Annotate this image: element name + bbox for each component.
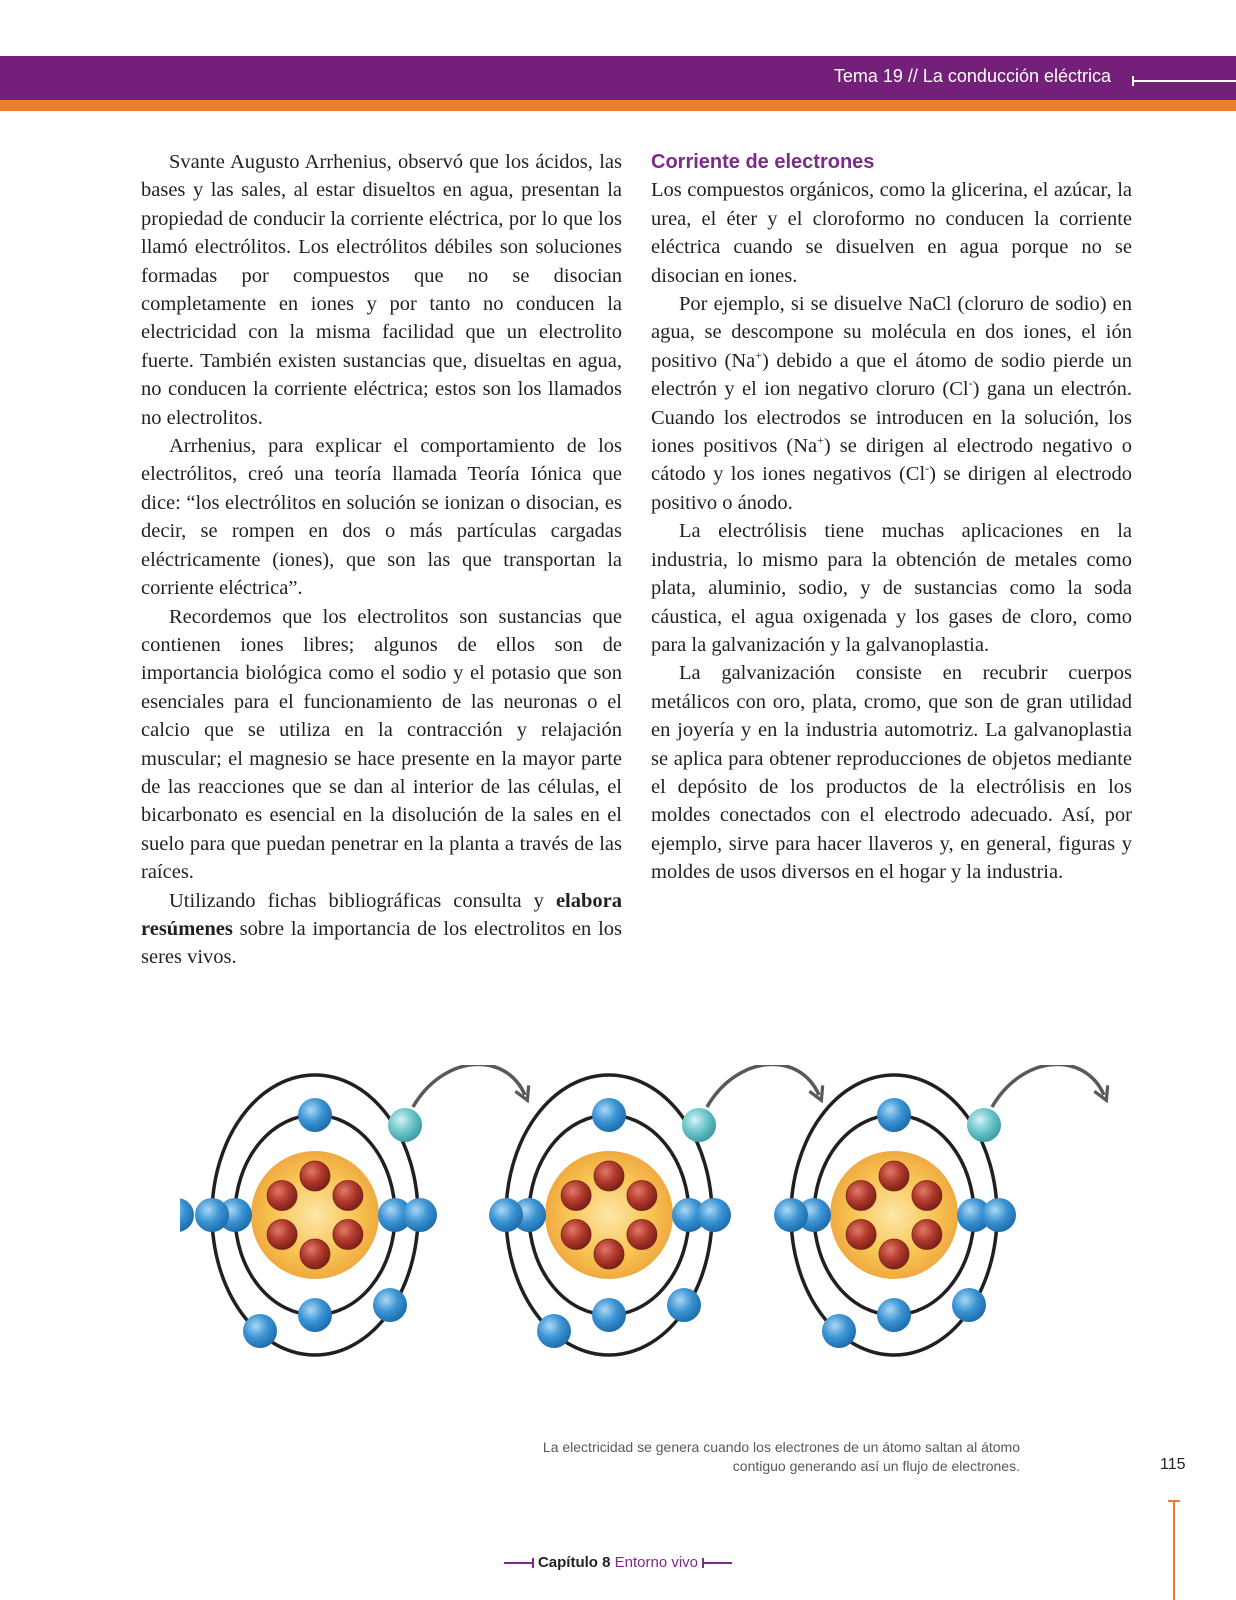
jumping-electron xyxy=(682,1108,716,1142)
proton xyxy=(267,1181,297,1211)
jumping-electron xyxy=(388,1108,422,1142)
electron xyxy=(243,1314,277,1348)
electron xyxy=(877,1298,911,1332)
electron xyxy=(195,1198,229,1232)
atom xyxy=(489,1075,731,1355)
activity-text-end: sobre la importancia de los electrolitos en los seres vivos. xyxy=(141,917,622,969)
proton xyxy=(627,1220,657,1250)
nacl-text-2: ) debido a que el átomo de sodio pierde un electrón y el ion negativo cloruro (Cl xyxy=(651,349,1132,401)
electron xyxy=(373,1288,407,1322)
proton xyxy=(267,1220,297,1250)
footer-bar-left xyxy=(504,1562,534,1564)
nacl-text-1: Por ejemplo, si se disuelve NaCl (cloruro de sodio) en agua, se descompone su molécula en dos iones, el ión positivo (Na xyxy=(651,293,1132,372)
footer-chapter-title: Entorno vivo xyxy=(614,1554,699,1571)
paragraph-arrhenius: Svante Augusto Arrhenius, observó que los ácidos, las bases y las sales, al estar disueltos en agua, presentan la propiedad de conducir la corriente eléctrica, por lo que los llamó electrólitos. Los electrólitos débiles son soluciones formadas por compuestos que no se disocian completamente en iones y por tanto no conducen la electricidad con la misma facilidad que un electrolito fuerte. También existen sustancias que, disueltas en agua, no conducen la corriente eléctrica; estos son los llamados no electrolitos. xyxy=(141,151,622,429)
paragraph-organic-compounds: Los compuestos orgánicos, como la glicerina, el azúcar, la urea, el éter y el cloroformo no conducen la corriente eléctrica cuando se disuelven en agua porque no se disocian en iones. xyxy=(651,179,1132,287)
electron xyxy=(877,1098,911,1132)
proton xyxy=(879,1161,909,1191)
activity-text-start: Utilizando fichas bibliográficas consulta y xyxy=(169,889,556,912)
proton xyxy=(561,1181,591,1211)
footer-chapter: Capítulo 8 xyxy=(537,1554,611,1571)
charge-superscript: - xyxy=(968,376,973,391)
side-line xyxy=(1173,1502,1175,1600)
electron xyxy=(180,1198,194,1232)
proton xyxy=(300,1161,330,1191)
electron xyxy=(952,1288,986,1322)
activity-emphasis: elabora resúmenes xyxy=(141,889,622,940)
electron-flow-diagram xyxy=(180,1065,1150,1405)
electron xyxy=(298,1298,332,1332)
caption-line-1: La electricidad se genera cuando los electrones de un átomo saltan al átomo xyxy=(542,1439,1020,1455)
nacl-text-3: ) gana un electrón. Cuando los electrodos se introducen en la solución, los iones positivos (Na xyxy=(651,378,1132,458)
proton xyxy=(594,1161,624,1191)
footer xyxy=(0,1554,1236,1571)
electron-jump-arrow xyxy=(413,1065,525,1107)
proton xyxy=(912,1181,942,1211)
caption-line-2: contiguo generando así un flujo de electrones. xyxy=(732,1458,1020,1474)
charge-superscript: + xyxy=(755,348,763,363)
page-number: 115 xyxy=(1160,1456,1186,1473)
paragraph-activity xyxy=(141,887,622,972)
charge-superscript: + xyxy=(817,433,824,448)
left-column xyxy=(141,148,622,972)
proton xyxy=(879,1239,909,1269)
right-column xyxy=(651,148,1132,887)
section-heading: Corriente de electrones xyxy=(651,151,875,173)
proton xyxy=(561,1220,591,1250)
figure-caption xyxy=(470,1438,1020,1476)
paragraph-ionic-theory: Arrhenius, para explicar el comportamiento de los electrólitos, creó una teoría llamada Teoría Iónica que dice: “los electrólitos en solución se ionizan o disocian, es decir, se rompen en dos o más partículas cargadas eléctricamente (iones), que son las que transportan la corriente eléctrica”. xyxy=(141,435,622,600)
page-header-title: Tema 19 // La conducción eléctrica xyxy=(833,66,1111,86)
paragraph-electrolytes-biology: Recordemos que los electrolitos son sustancias que contienen iones libres; algunos de ellos son de importancia biológica como el sodio y el potasio que son esenciales para el funcionamiento de las neuronas o el calcio que se utiliza en la contracción y relajación muscular; el magnesio se hace presente en la mayor parte de las reacciones que se dan al interior de las células, el bicarbonato es esencial en la disolución de la sales en el suelo para que puedan penetrar en la planta a través de las raíces. xyxy=(141,605,622,884)
footer-bar-right xyxy=(702,1562,732,1564)
electron xyxy=(774,1198,808,1232)
atom xyxy=(180,1075,437,1355)
electron xyxy=(592,1298,626,1332)
proton xyxy=(300,1239,330,1269)
proton xyxy=(912,1220,942,1250)
proton xyxy=(333,1181,363,1211)
paragraph-galvanization: La galvanización consiste en recubrir cuerpos metálicos con oro, plata, cromo, que son de gran utilidad en joyería y en la industria automotriz. La galvanoplastia se aplica para obtener reproducciones de objetos mediante el depósito de los productos de la electrólisis en los moldes conectados con el electrodo adecuado. Así, por ejemplo, sirve para hacer llaveros y, en general, figuras y moldes de usos diversos en el hogar y la industria. xyxy=(651,662,1132,884)
electron xyxy=(982,1198,1016,1232)
electron xyxy=(489,1198,523,1232)
electron xyxy=(298,1098,332,1132)
proton xyxy=(846,1181,876,1211)
electron xyxy=(667,1288,701,1322)
electron-jump-arrow xyxy=(707,1065,819,1107)
atom xyxy=(774,1075,1016,1355)
nacl-text-4: ) se dirigen al electrodo negativo o cátodo y los iones negativos (Cl xyxy=(651,435,1132,486)
proton xyxy=(846,1220,876,1250)
nacl-text-5: ) se dirigen al electrodo positivo o ánodo. xyxy=(651,463,1132,514)
electron-jump-arrow xyxy=(992,1065,1104,1107)
atoms-layer xyxy=(180,1065,1104,1355)
paragraph-electrolysis: La electrólisis tiene muchas aplicaciones en la industria, lo mismo para la obtención de metales como plata, aluminio, sodio, y de sustancias como la soda cáustica, el agua oxigenada y los gases de cloro, como para la galvanización y la galvanoplastia. xyxy=(651,520,1132,656)
proton xyxy=(627,1181,657,1211)
header-accent-stripe xyxy=(0,100,1236,111)
proton xyxy=(333,1220,363,1250)
electron xyxy=(592,1098,626,1132)
jumping-electron xyxy=(967,1108,1001,1142)
header-line xyxy=(1133,80,1236,82)
electron xyxy=(403,1198,437,1232)
electron xyxy=(822,1314,856,1348)
charge-superscript: - xyxy=(925,461,930,476)
electron xyxy=(537,1314,571,1348)
electron xyxy=(697,1198,731,1232)
paragraph-nacl-example xyxy=(651,290,1132,517)
proton xyxy=(594,1239,624,1269)
